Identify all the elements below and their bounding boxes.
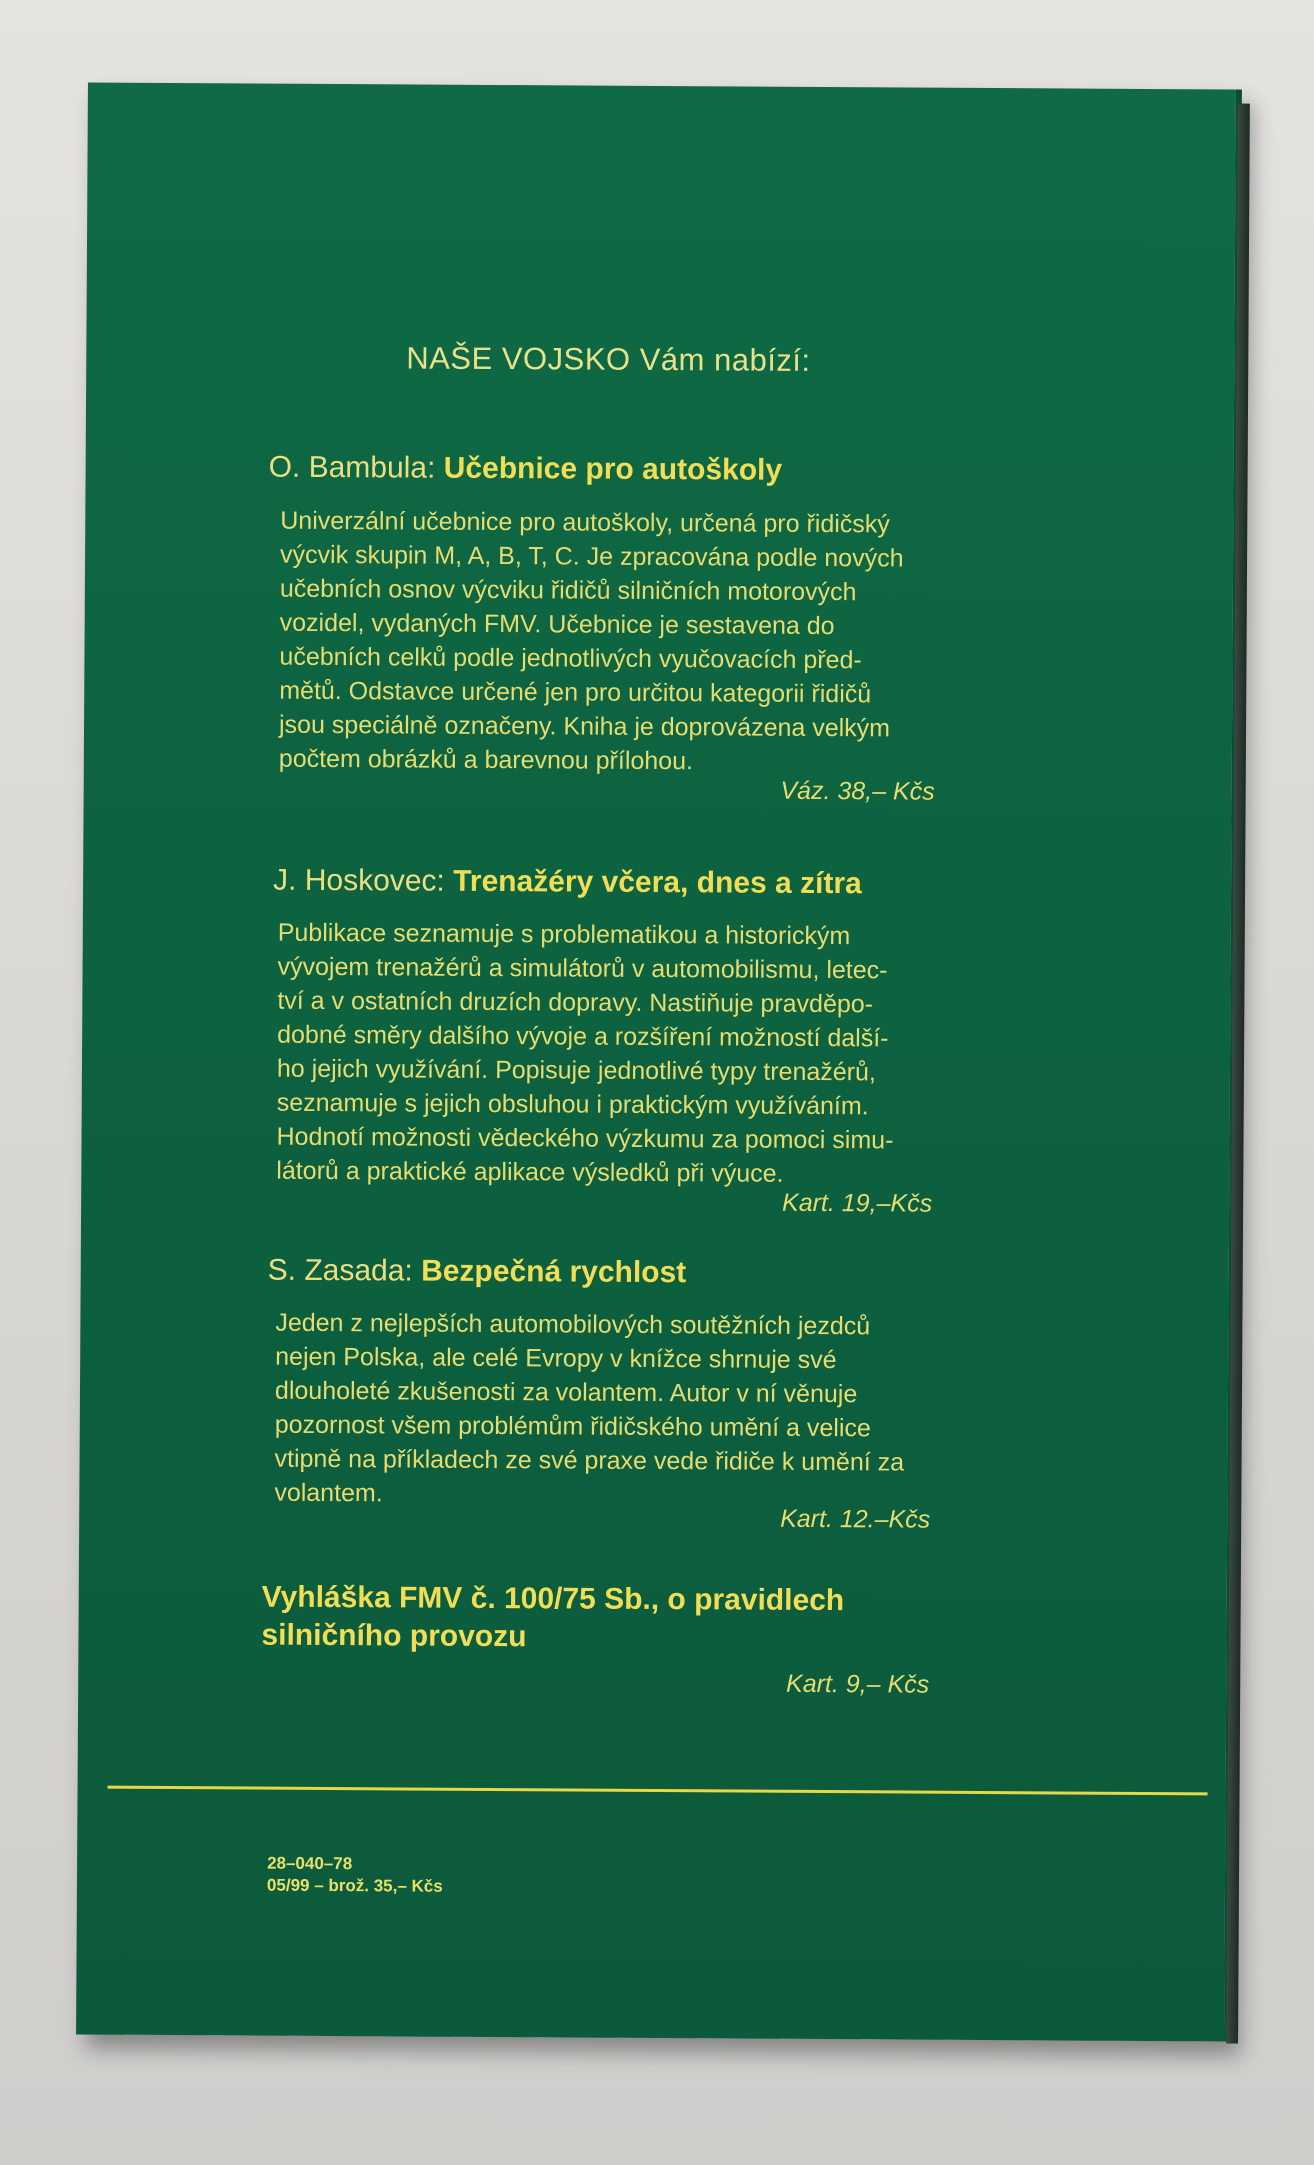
book-own-price: 05/99 – brož. 35,– Kčs: [266, 1875, 443, 1896]
description-line: seznamuje s jejich obsluhou i praktickým využíváním.: [276, 1088, 869, 1121]
book-author: J. Hoskovec:: [273, 863, 445, 898]
description-line: výcvik skupin M, A, B, T, C. Je zpracována podle nových: [280, 540, 904, 573]
description-line: jsou speciálně označeny. Kniha je doprovázena velkým: [278, 710, 891, 743]
cover-heading: NAŠE VOJSKO Vám nabízí:: [406, 340, 811, 378]
divider-rule: [108, 1786, 1208, 1796]
book-title: Trenažéry včera, dnes a zítra: [453, 864, 862, 901]
description-line: dlouholeté zkušenosti za volantem. Autor v ní věnuje: [274, 1376, 858, 1409]
description-line: vozidel, vydaných FMV. Učebnice je sestavena do: [279, 608, 835, 641]
description-line: dobné směry dalšího vývoje a rozšíření možností další-: [277, 1020, 889, 1053]
book-entry-heading-2: [273, 864, 862, 902]
book-description-3: [274, 1306, 931, 1514]
description-line: učebních celků podle jednotlivých vyučovacích před-: [279, 642, 862, 675]
description-line: vývojem trenažérů a simulátorů v automobilismu, letec-: [277, 952, 888, 985]
book-entry-heading-1: [269, 451, 783, 488]
book-title: Bezpečná rychlost: [421, 1254, 687, 1290]
book-author: S. Zasada:: [267, 1253, 413, 1288]
description-line: počtem obrázků a barevnou přílohou.: [278, 744, 694, 776]
description-line: látorů a praktické aplikace výsledků při výuce.: [276, 1156, 784, 1188]
decree-price: Kart. 9,– Kčs: [785, 1669, 930, 1699]
catalog-code: 28–040–78: [267, 1853, 353, 1874]
book-price-1: Váz. 38,– Kčs: [780, 776, 935, 806]
description-line: mětů. Odstavce určené jen pro určitou kategorii řidičů: [279, 676, 872, 709]
description-line: Publikace seznamuje s problematikou a historickým: [277, 918, 851, 951]
description-line: Hodnotí možnosti vědeckého výzkumu za pomoci simu-: [276, 1122, 894, 1155]
book-entry-heading-3: [268, 1254, 687, 1291]
book-title: Učebnice pro autoškoly: [443, 451, 783, 487]
book-description-2: [276, 916, 934, 1192]
description-line: volantem.: [274, 1478, 383, 1508]
catalog-codes: [267, 1853, 443, 1898]
description-line: Univerzální učebnice pro autoškoly, určená pro řidičský: [280, 506, 890, 539]
book-price-2: Kart. 19,–Kčs: [781, 1188, 933, 1218]
description-line: vtipně na příkladech ze své praxe vede řidiče k umění za: [274, 1444, 905, 1477]
description-line: nejen Polska, ale celé Evropy v knížce shrnuje své: [275, 1342, 837, 1375]
book-back-cover: [76, 82, 1242, 2041]
description-line: ho jejich využívání. Popisuje jednotlivé typy trenažérů,: [276, 1054, 876, 1087]
decree-line: Vyhláška FMV č. 100/75 Sb., o pravidlech: [261, 1580, 845, 1618]
decree-line: silničního provozu: [261, 1618, 527, 1654]
book-description-1: [279, 504, 937, 780]
description-line: pozornost všem problémům řidičského umění a velice: [274, 1410, 871, 1443]
description-line: učebních osnov výcviku řidičů silničních motorových: [279, 574, 857, 607]
decree-title: [261, 1579, 925, 1659]
description-line: Jeden z nejlepších automobilových soutěžních jezdců: [275, 1308, 871, 1341]
description-line: tví a v ostatních druzích dopravy. Nastiňuje pravděpo-: [277, 986, 874, 1019]
book-author: O. Bambula:: [268, 450, 436, 485]
book-price-3: Kart. 12.–Kčs: [780, 1504, 931, 1534]
